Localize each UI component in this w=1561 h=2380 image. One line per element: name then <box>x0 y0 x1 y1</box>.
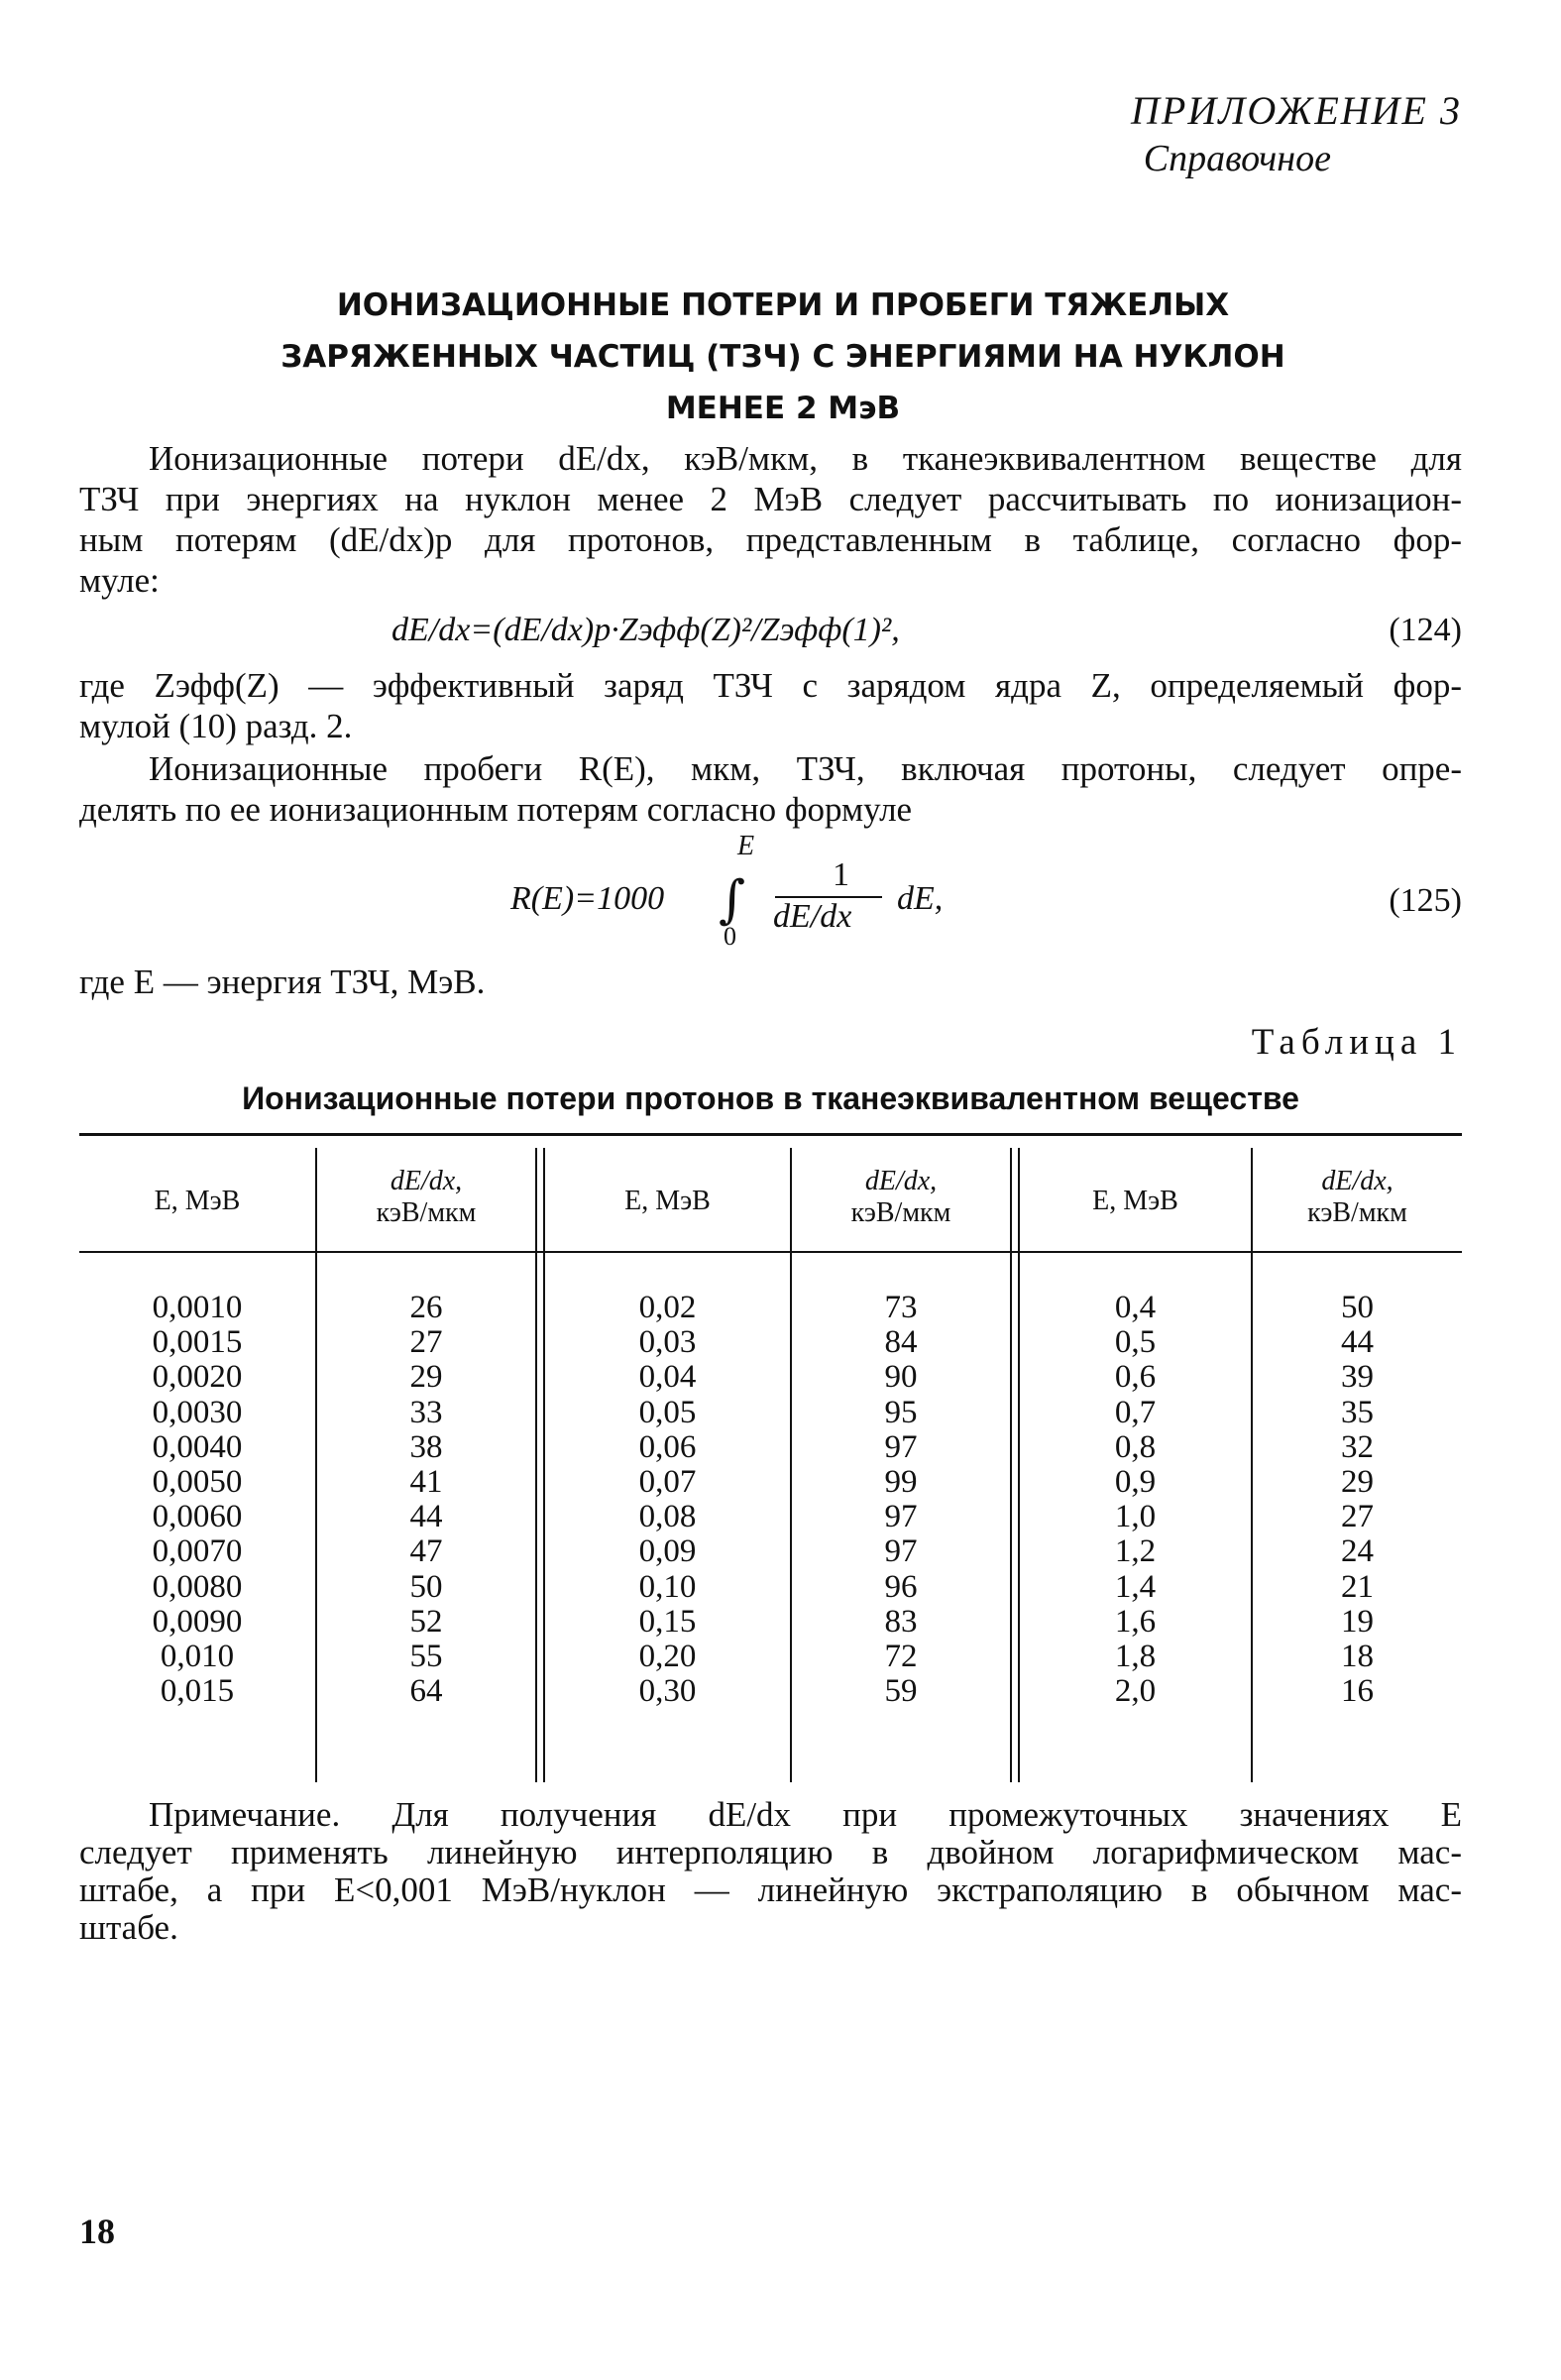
table-cell: 44 <box>1341 1324 1374 1361</box>
table-cell: 1,4 <box>1114 1568 1157 1605</box>
table-cell: 0,03 <box>638 1324 697 1361</box>
table-cell: 16 <box>1341 1673 1374 1710</box>
table-cell: 19 <box>1341 1603 1374 1640</box>
table-cell: 55 <box>409 1638 443 1674</box>
table-cell: 0,0015 <box>152 1324 243 1361</box>
table-cell: 50 <box>1341 1290 1374 1325</box>
table-cell: 26 <box>409 1290 443 1325</box>
table-cell: 96 <box>884 1568 918 1605</box>
loss-column <box>1253 1291 1462 1709</box>
title-line: ЗАРЯЖЕННЫХ ЧАСТИЦ (ТЗЧ) С ЭНЕРГИЯМИ НА НУКЛОН <box>280 339 1285 375</box>
range-paragraph <box>79 748 1462 830</box>
table-cell: 47 <box>409 1533 443 1570</box>
table-top-rule <box>79 1133 1462 1136</box>
formula-125-lhs: R(E)=1000 <box>510 880 665 917</box>
table-cell: 0,8 <box>1114 1428 1157 1465</box>
table-cell: 0,30 <box>638 1673 697 1710</box>
table-cell: 33 <box>409 1394 443 1430</box>
table-cell: 97 <box>884 1499 918 1535</box>
title-line: МЕНЕЕ 2 МэВ <box>665 391 901 426</box>
table-caption: Таблица 1 <box>1251 1022 1462 1063</box>
intro-line: ТЗЧ при энергиях на нуклон менее 2 МэВ следует рассчитывать по ионизацион- <box>79 480 1462 518</box>
table-cell: 0,08 <box>638 1499 697 1535</box>
table-cell: 97 <box>884 1428 918 1465</box>
table-cell: 21 <box>1341 1568 1374 1605</box>
table-cell: 0,0050 <box>152 1463 243 1500</box>
table-cell: 24 <box>1341 1533 1374 1570</box>
fraction-denominator: dE/dx <box>773 898 852 935</box>
integral-upper-limit: E <box>737 831 755 861</box>
formula-124-number: (124) <box>1389 612 1462 648</box>
table-cell: 27 <box>409 1324 443 1361</box>
integral-lower-limit: 0 <box>724 922 736 951</box>
table-cell: 27 <box>1341 1499 1374 1535</box>
intro-line: муле: <box>79 561 160 600</box>
table-note <box>79 1796 1462 1947</box>
table-cell: 0,09 <box>638 1533 697 1570</box>
header-loss <box>792 1166 1010 1229</box>
energy-column <box>545 1291 790 1709</box>
table-cell: 95 <box>884 1394 918 1430</box>
table-cell: 83 <box>884 1603 918 1640</box>
table-cell: 0,9 <box>1114 1463 1157 1500</box>
page-number: 18 <box>79 2211 115 2251</box>
loss-column <box>317 1291 535 1709</box>
table-cell: 1,0 <box>1114 1499 1157 1535</box>
table-cell: 29 <box>1341 1463 1374 1500</box>
energy-column <box>1020 1291 1251 1709</box>
note-line: Примечание. Для получения dE/dx при промежуточных значениях E <box>149 1795 1462 1834</box>
header-loss-symbol: dE/dx, <box>1321 1166 1394 1196</box>
table-cell: 39 <box>1341 1359 1374 1396</box>
table-cell: 0,015 <box>160 1673 235 1710</box>
table-cell: 38 <box>409 1428 443 1465</box>
header-loss-symbol: dE/dx, <box>864 1166 938 1196</box>
table-cell: 41 <box>409 1463 443 1500</box>
loss-column <box>792 1291 1010 1709</box>
energy-column <box>79 1291 315 1709</box>
header-energy: E, МэВ <box>624 1186 711 1216</box>
table-cell: 2,0 <box>1114 1673 1157 1710</box>
table-title: Ионизационные потери протонов в тканеэквивалентном веществе <box>242 1080 1299 1116</box>
where-line: мулой (10) разд. 2. <box>79 707 353 745</box>
table-cell: 0,0020 <box>152 1359 243 1396</box>
table-cell: 52 <box>409 1603 443 1640</box>
formula-124: dE/dx=(dE/dx)p·Zэфф(Z)²/Zэфф(1)², <box>391 612 900 648</box>
table-cell: 0,0040 <box>152 1428 243 1465</box>
note-line: штабе. <box>79 1908 178 1947</box>
table-cell: 1,2 <box>1114 1533 1157 1570</box>
table-cell: 72 <box>884 1638 918 1674</box>
header-loss <box>317 1166 535 1229</box>
table-cell: 0,6 <box>1114 1359 1157 1396</box>
integral-sign: ∫ <box>719 870 746 930</box>
table-cell: 0,20 <box>638 1638 697 1674</box>
appendix-heading: ПРИЛОЖЕНИЕ 3 <box>1131 88 1462 133</box>
table-cell: 1,6 <box>1114 1603 1157 1640</box>
range-line: делять по ее ионизационным потерям согласно формуле <box>79 790 913 829</box>
intro-line: Ионизационные потери dE/dx, кэВ/мкм, в тканеэквивалентном веществе для <box>149 439 1462 478</box>
table-cell: 0,7 <box>1114 1394 1157 1430</box>
table-cell: 50 <box>409 1568 443 1605</box>
table-cell: 0,15 <box>638 1603 697 1640</box>
table-cell: 59 <box>884 1673 918 1710</box>
table-cell: 0,0070 <box>152 1533 243 1570</box>
table-cell: 0,02 <box>638 1290 697 1325</box>
intro-paragraph <box>79 438 1462 601</box>
appendix-status: Справочное <box>1143 138 1331 179</box>
table-cell: 32 <box>1341 1428 1374 1465</box>
where-124-paragraph <box>79 665 1462 746</box>
range-line: Ионизационные пробеги R(E), мкм, ТЗЧ, включая протоны, следует опре- <box>149 749 1462 788</box>
table-cell: 18 <box>1341 1638 1374 1674</box>
table-cell: 0,05 <box>638 1394 697 1430</box>
table-cell: 73 <box>884 1290 918 1325</box>
header-loss-unit: кэВ/мкм <box>376 1197 477 1228</box>
table-cell: 0,0090 <box>152 1603 243 1640</box>
table-cell: 0,10 <box>638 1568 697 1605</box>
formula-125-differential: dE, <box>897 880 944 917</box>
title-line: ИОНИЗАЦИОННЫЕ ПОТЕРИ И ПРОБЕГИ ТЯЖЕЛЫХ <box>336 287 1230 323</box>
header-loss-unit: кэВ/мкм <box>850 1197 951 1228</box>
table-cell: 64 <box>409 1673 443 1710</box>
note-line: следует применять линейную интерполяцию в двойном логарифмическом мас- <box>79 1833 1462 1871</box>
table-cell: 0,0060 <box>152 1499 243 1535</box>
header-energy: E, МэВ <box>1092 1186 1178 1216</box>
formula-125-number: (125) <box>1389 882 1462 919</box>
intro-line: ным потерям (dE/dx)p для протонов, представленным в таблице, согласно фор- <box>79 520 1462 559</box>
table-cell: 0,0030 <box>152 1394 243 1430</box>
table-cell: 0,5 <box>1114 1324 1157 1361</box>
table-cell: 0,4 <box>1114 1290 1157 1325</box>
table-cell: 29 <box>409 1359 443 1396</box>
header-loss-unit: кэВ/мкм <box>1307 1197 1407 1228</box>
note-line: штабе, а при E<0,001 МэВ/нуклон — линейную экстраполяцию в обычном мас- <box>79 1870 1462 1909</box>
where-125: где E — энергия ТЗЧ, МэВ. <box>79 963 486 1001</box>
table-cell: 99 <box>884 1463 918 1500</box>
table-cell: 0,06 <box>638 1428 697 1465</box>
document-title <box>198 280 1368 434</box>
table-cell: 97 <box>884 1533 918 1570</box>
table-cell: 90 <box>884 1359 918 1396</box>
table-cell: 0,07 <box>638 1463 697 1500</box>
fraction-numerator: 1 <box>833 856 849 893</box>
table-cell: 84 <box>884 1324 918 1361</box>
table-cell: 1,8 <box>1114 1638 1157 1674</box>
table-cell: 35 <box>1341 1394 1374 1430</box>
header-loss <box>1253 1166 1462 1229</box>
table-cell: 0,0080 <box>152 1568 243 1605</box>
table-cell: 0,0010 <box>152 1290 243 1325</box>
header-loss-symbol: dE/dx, <box>390 1166 463 1196</box>
header-energy: E, МэВ <box>154 1186 241 1216</box>
table-cell: 0,010 <box>160 1638 235 1674</box>
table-cell: 44 <box>409 1499 443 1535</box>
table-header-rule <box>79 1251 1462 1253</box>
table-cell: 0,04 <box>638 1359 697 1396</box>
where-line: где Zэфф(Z) — эффективный заряд ТЗЧ с зарядом ядра Z, определяемый фор- <box>79 666 1462 705</box>
column-divider <box>1010 1148 1012 1782</box>
column-divider <box>535 1148 537 1782</box>
